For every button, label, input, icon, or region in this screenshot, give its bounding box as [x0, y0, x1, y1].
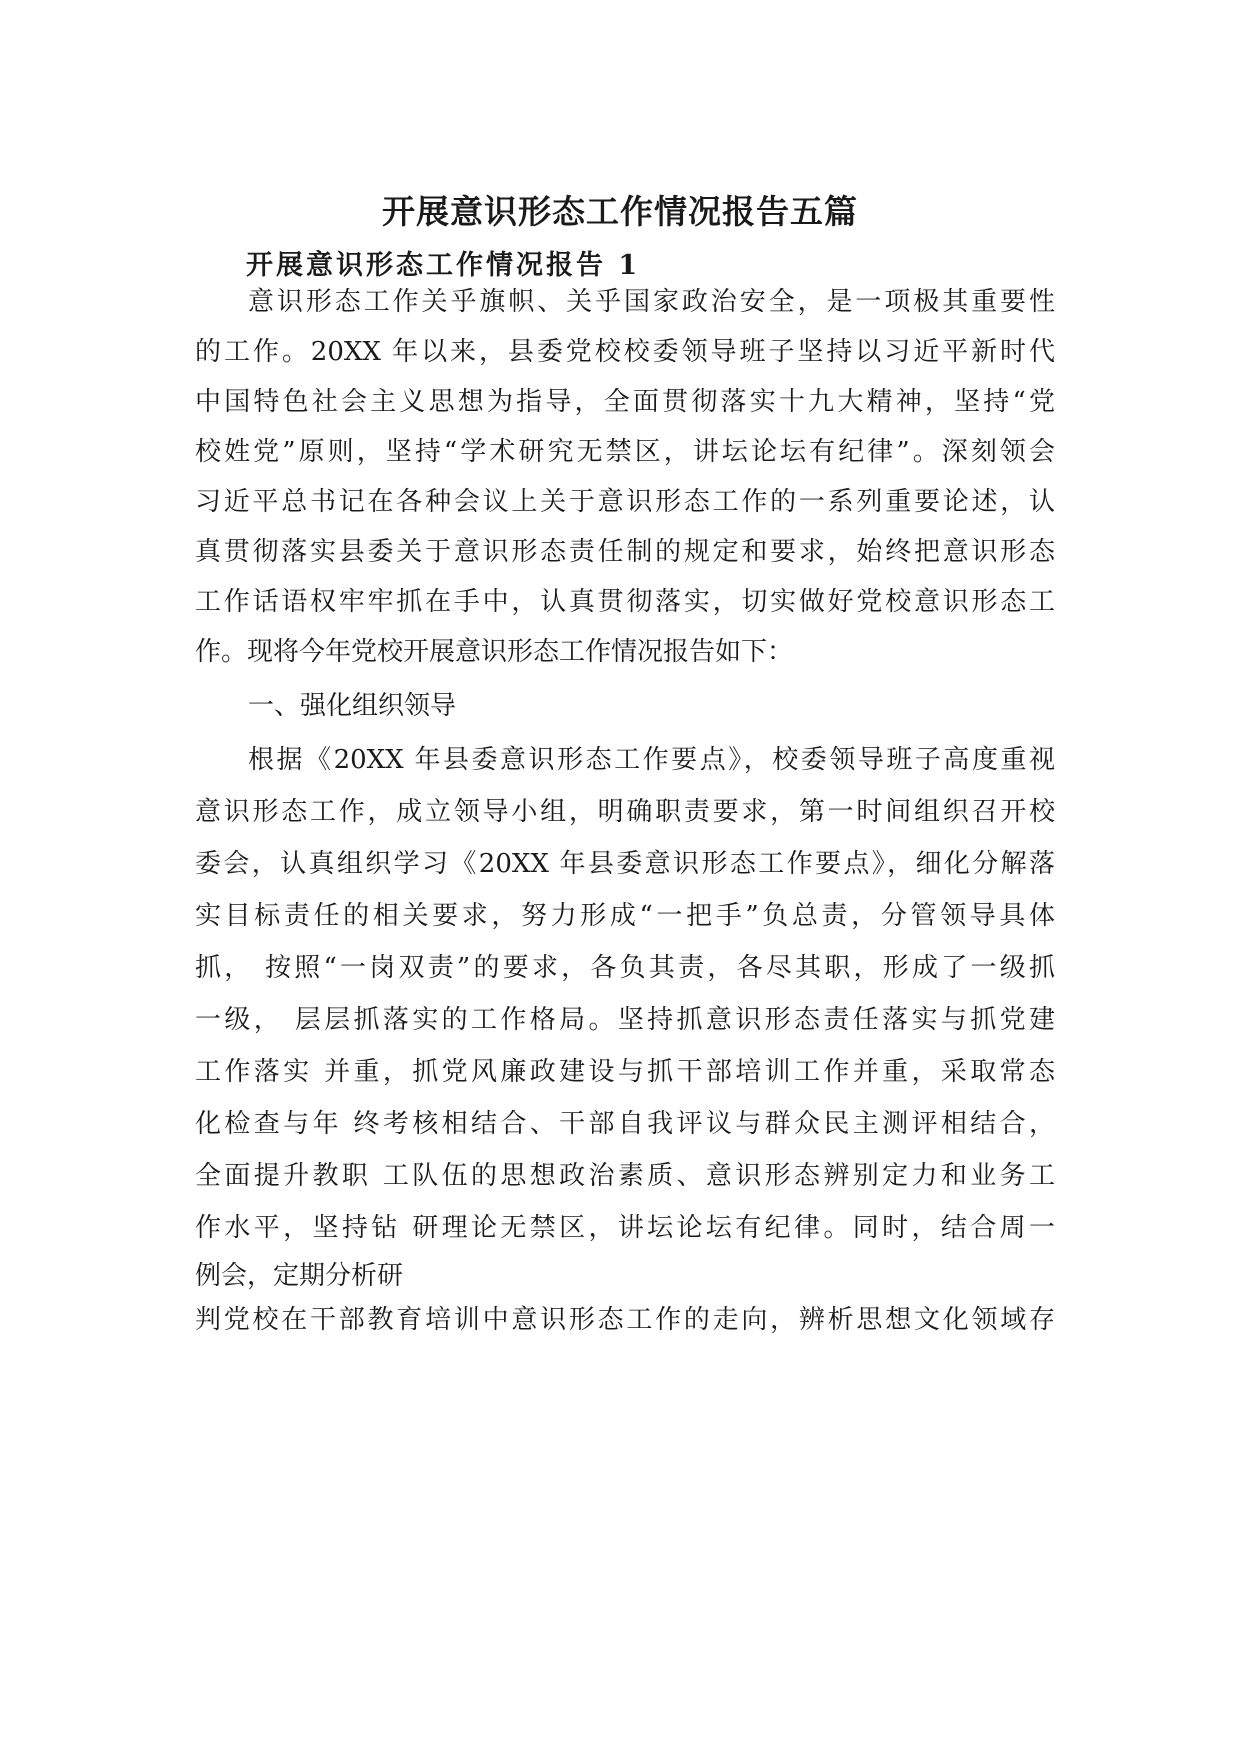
paragraph-line: 意识形态工作，成立领导小组，明确职责要求，第一时间组织召开校: [195, 797, 1055, 827]
paragraph-line: 中国特色社会主义思想为指导，全面贯彻落实十九大精神，坚持“党: [195, 387, 1055, 417]
section-heading: 一、强化组织领导: [248, 691, 457, 721]
paragraph-line: 一级， 层层抓落实的工作格局。坚持抓意识形态责任落实与抓党建: [195, 1005, 1055, 1035]
paragraph-line: 判党校在干部教育培训中意识形态工作的走向，辨析思想文化领域存: [195, 1305, 1055, 1335]
paragraph-line: 工作落实 并重，抓党风廉政建设与抓干部培训工作并重，采取常态: [195, 1057, 1055, 1087]
paragraph-line: 根据《20XX 年县委意识形态工作要点》，校委领导班子高度重视: [248, 745, 1055, 775]
paragraph-line: 作。现将今年党校开展意识形态工作情况报告如下：: [195, 637, 794, 667]
paragraph-line: 校姓党”原则，坚持“学术研究无禁区，讲坛论坛有纪律”。深刻领会: [195, 437, 1055, 467]
paragraph-line: 化检查与年 终考核相结合、干部自我评议与群众民主测评相结合，: [195, 1109, 1055, 1139]
document-title: 开展意识形态工作情况报告五篇: [382, 192, 858, 231]
paragraph-line: 意识形态工作关乎旗帜、关乎国家政治安全，是一项极其重要性: [248, 287, 1055, 317]
paragraph-line: 全面提升教职 工队伍的思想政治素质、意识形态辨别定力和业务工: [195, 1161, 1055, 1191]
paragraph-line: 作水平，坚持钻 研理论无禁区，讲坛论坛有纪律。同时，结合周一: [195, 1213, 1055, 1243]
paragraph-line: 工作话语权牢牢抓在手中，认真贯彻落实，切实做好党校意识形态工: [195, 587, 1055, 617]
paragraph-line: 真贯彻落实县委关于意识形态责任制的规定和要求，始终把意识形态: [195, 537, 1055, 567]
paragraph-line: 委会，认真组织学习《20XX 年县委意识形态工作要点》，细化分解落: [195, 849, 1055, 879]
paragraph-line: 习近平总书记在各种会议上关于意识形态工作的一系列重要论述，认: [195, 487, 1055, 517]
paragraph-line: 例会，定期分析研: [195, 1261, 404, 1291]
report-subtitle: 开展意识形态工作情况报告 1: [246, 250, 641, 281]
paragraph-line: 抓， 按照“一岗双责”的要求，各负其责，各尽其职，形成了一级抓: [195, 953, 1055, 983]
paragraph-line: 的工作。20XX 年以来，县委党校校委领导班子坚持以习近平新时代: [195, 337, 1055, 367]
paragraph-line: 实目标责任的相关要求，努力形成“一把手”负总责，分管领导具体: [195, 901, 1055, 931]
